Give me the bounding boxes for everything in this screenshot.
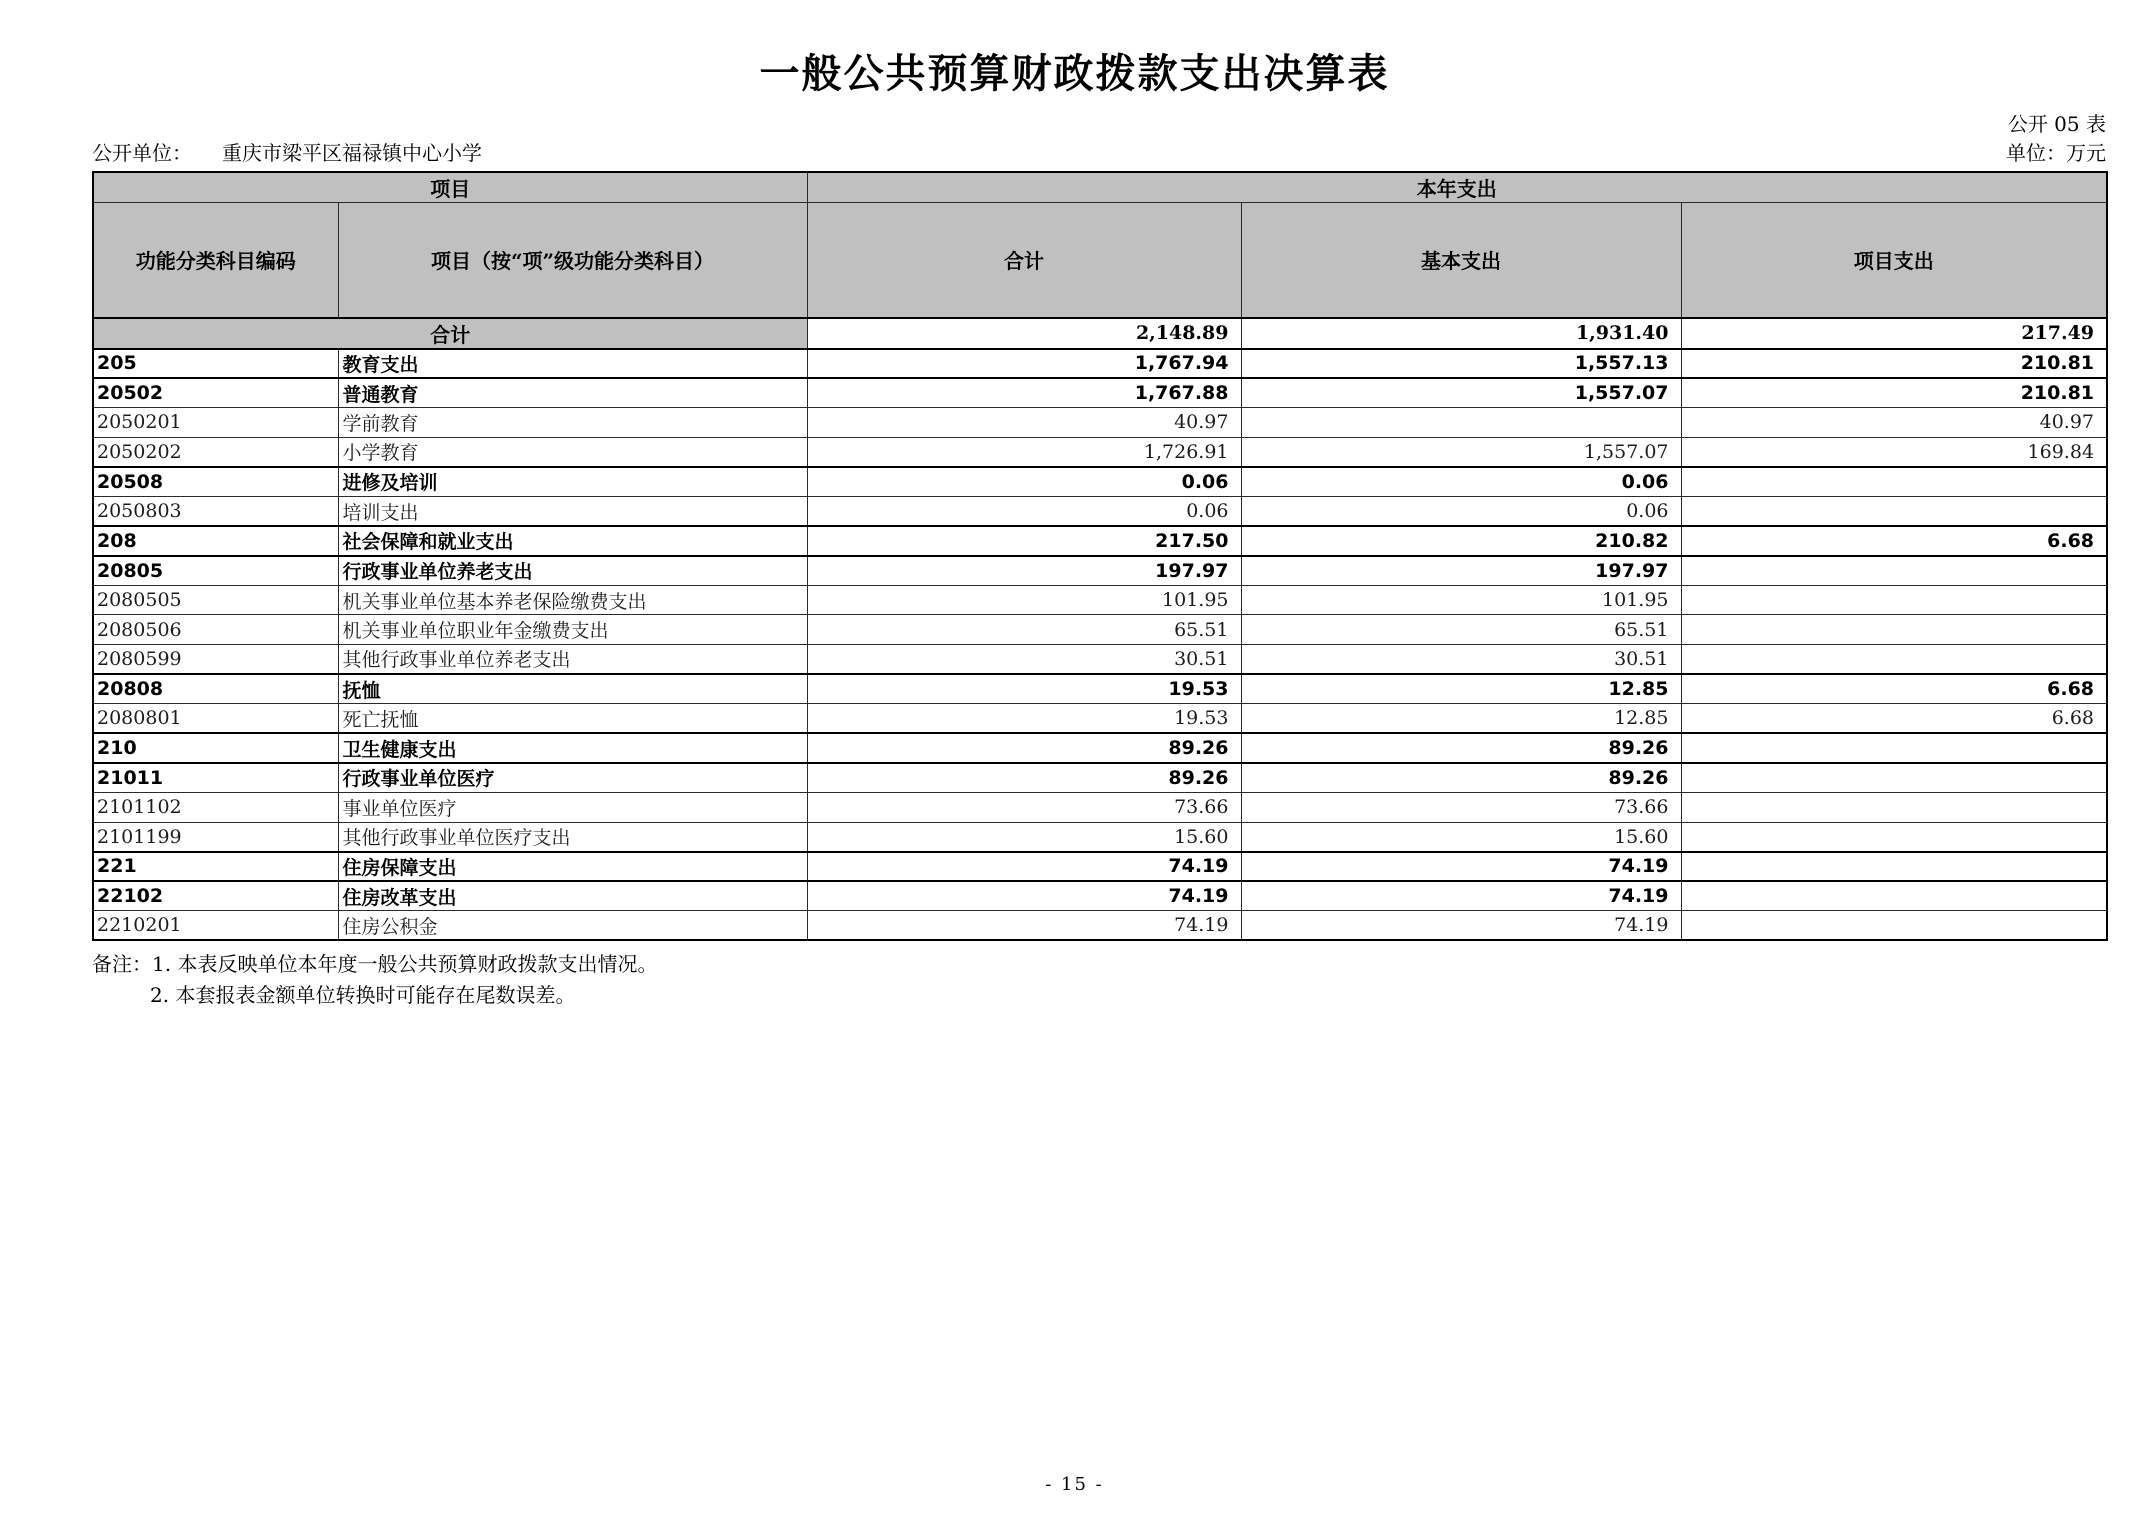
total-cell: 1,726.91 — [807, 437, 1241, 467]
item-cell: 社会保障和就业支出 — [338, 526, 807, 556]
project-cell — [1681, 911, 2107, 941]
item-cell: 事业单位医疗 — [338, 792, 807, 822]
header-project-group: 项目 — [93, 172, 807, 203]
total-cell: 89.26 — [807, 763, 1241, 793]
total-cell: 15.60 — [807, 822, 1241, 852]
header-columns-row — [93, 203, 2107, 318]
table-row — [93, 526, 2107, 556]
basic-cell: 89.26 — [1241, 733, 1681, 763]
basic-cell: 0.06 — [1241, 467, 1681, 497]
total-cell: 74.19 — [807, 911, 1241, 941]
code-cell: 205 — [93, 349, 338, 379]
total-cell: 101.95 — [807, 585, 1241, 615]
item-cell: 其他行政事业单位医疗支出 — [338, 822, 807, 852]
basic-cell: 12.85 — [1241, 674, 1681, 704]
grand-total-basic: 1,931.40 — [1241, 318, 1681, 349]
table-row — [93, 437, 2107, 467]
table-row — [93, 881, 2107, 911]
basic-cell: 74.19 — [1241, 852, 1681, 882]
project-cell — [1681, 644, 2107, 674]
item-cell: 普通教育 — [338, 378, 807, 408]
total-cell: 0.06 — [807, 496, 1241, 526]
basic-cell: 74.19 — [1241, 911, 1681, 941]
unit-label: 公开单位： — [92, 141, 192, 165]
note-line-2: 2. 本套报表金额单位转换时可能存在尾数误差。 — [150, 983, 576, 1008]
header-item-column: 项目（按“项”级功能分类科目） — [338, 203, 807, 318]
table-row — [93, 615, 2107, 645]
table-row — [93, 349, 2107, 379]
grand-total-label: 合计 — [93, 318, 807, 349]
grand-total-row — [93, 318, 2107, 349]
code-cell: 210 — [93, 733, 338, 763]
header-total-column: 合计 — [807, 203, 1241, 318]
code-cell: 20502 — [93, 378, 338, 408]
total-cell: 74.19 — [807, 852, 1241, 882]
total-cell: 40.97 — [807, 408, 1241, 438]
project-cell — [1681, 881, 2107, 911]
header-group-row — [93, 172, 2107, 203]
header-project-column: 项目支出 — [1681, 203, 2107, 318]
code-cell: 2080599 — [93, 644, 338, 674]
project-cell: 210.81 — [1681, 349, 2107, 379]
grand-total-project: 217.49 — [1681, 318, 2107, 349]
project-cell — [1681, 822, 2107, 852]
total-cell: 197.97 — [807, 556, 1241, 586]
page-number: - 15 - — [1045, 1474, 1104, 1495]
notes — [92, 949, 2106, 1011]
basic-cell: 15.60 — [1241, 822, 1681, 852]
code-cell: 2080505 — [93, 585, 338, 615]
unit-name: 重庆市梁平区福禄镇中心小学 — [222, 141, 482, 165]
grand-total-total: 2,148.89 — [807, 318, 1241, 349]
table-row — [93, 704, 2107, 734]
total-cell: 65.51 — [807, 615, 1241, 645]
table-row — [93, 911, 2107, 941]
project-cell — [1681, 585, 2107, 615]
item-cell: 学前教育 — [338, 408, 807, 438]
basic-cell: 197.97 — [1241, 556, 1681, 586]
table-row — [93, 496, 2107, 526]
table-row — [93, 792, 2107, 822]
project-cell — [1681, 733, 2107, 763]
total-cell: 89.26 — [807, 733, 1241, 763]
item-cell: 住房保障支出 — [338, 852, 807, 882]
item-cell: 小学教育 — [338, 437, 807, 467]
basic-cell — [1241, 408, 1681, 438]
table-row — [93, 763, 2107, 793]
table-row — [93, 822, 2107, 852]
code-cell: 2210201 — [93, 911, 338, 941]
total-cell: 19.53 — [807, 674, 1241, 704]
table-row — [93, 378, 2107, 408]
table-row — [93, 408, 2107, 438]
form-number: 公开 05 表 — [2007, 112, 2106, 136]
basic-cell: 12.85 — [1241, 704, 1681, 734]
project-cell: 6.68 — [1681, 674, 2107, 704]
project-cell — [1681, 852, 2107, 882]
header-year-expenditure-group: 本年支出 — [807, 172, 2107, 203]
table-row — [93, 674, 2107, 704]
code-cell: 20805 — [93, 556, 338, 586]
basic-cell: 1,557.07 — [1241, 437, 1681, 467]
code-cell: 221 — [93, 852, 338, 882]
money-unit: 单位：万元 — [2006, 141, 2106, 165]
total-cell: 74.19 — [807, 881, 1241, 911]
item-cell: 机关事业单位基本养老保险缴费支出 — [338, 585, 807, 615]
basic-cell: 65.51 — [1241, 615, 1681, 645]
code-cell: 20508 — [93, 467, 338, 497]
item-cell: 进修及培训 — [338, 467, 807, 497]
code-cell: 2050202 — [93, 437, 338, 467]
project-cell — [1681, 792, 2107, 822]
total-cell: 217.50 — [807, 526, 1241, 556]
item-cell: 其他行政事业单位养老支出 — [338, 644, 807, 674]
basic-cell: 101.95 — [1241, 585, 1681, 615]
project-cell: 210.81 — [1681, 378, 2107, 408]
item-cell: 死亡抚恤 — [338, 704, 807, 734]
item-cell: 抚恤 — [338, 674, 807, 704]
note-line-1: 备注：1. 本表反映单位本年度一般公共预算财政拨款支出情况。 — [92, 952, 658, 977]
basic-cell: 73.66 — [1241, 792, 1681, 822]
page-content — [92, 0, 2106, 1011]
code-cell: 2050201 — [93, 408, 338, 438]
item-cell: 卫生健康支出 — [338, 733, 807, 763]
item-cell: 培训支出 — [338, 496, 807, 526]
project-cell: 40.97 — [1681, 408, 2107, 438]
item-cell: 机关事业单位职业年金缴费支出 — [338, 615, 807, 645]
item-cell: 行政事业单位医疗 — [338, 763, 807, 793]
table-row — [93, 733, 2107, 763]
code-cell: 2101199 — [93, 822, 338, 852]
info-line — [92, 138, 2106, 168]
total-cell: 19.53 — [807, 704, 1241, 734]
project-cell — [1681, 556, 2107, 586]
code-cell: 22102 — [93, 881, 338, 911]
total-cell: 1,767.94 — [807, 349, 1241, 379]
code-cell: 2050803 — [93, 496, 338, 526]
basic-cell: 0.06 — [1241, 496, 1681, 526]
item-cell: 住房公积金 — [338, 911, 807, 941]
item-cell: 教育支出 — [338, 349, 807, 379]
total-cell: 73.66 — [807, 792, 1241, 822]
total-cell: 0.06 — [807, 467, 1241, 497]
basic-cell: 89.26 — [1241, 763, 1681, 793]
code-cell: 21011 — [93, 763, 338, 793]
page-title: 一般公共预算财政拨款支出决算表 — [759, 51, 1390, 97]
project-cell — [1681, 496, 2107, 526]
code-cell: 20808 — [93, 674, 338, 704]
basic-cell: 1,557.07 — [1241, 378, 1681, 408]
code-cell: 2080506 — [93, 615, 338, 645]
project-cell — [1681, 615, 2107, 645]
expenditure-table — [92, 171, 2108, 941]
total-cell: 1,767.88 — [807, 378, 1241, 408]
code-cell: 2080801 — [93, 704, 338, 734]
basic-cell: 210.82 — [1241, 526, 1681, 556]
project-cell: 6.68 — [1681, 526, 2107, 556]
table-row — [93, 556, 2107, 586]
total-cell: 30.51 — [807, 644, 1241, 674]
table-row — [93, 852, 2107, 882]
project-cell: 169.84 — [1681, 437, 2107, 467]
project-cell — [1681, 763, 2107, 793]
item-cell: 住房改革支出 — [338, 881, 807, 911]
code-cell: 2101102 — [93, 792, 338, 822]
project-cell — [1681, 467, 2107, 497]
code-cell: 208 — [93, 526, 338, 556]
item-cell: 行政事业单位养老支出 — [338, 556, 807, 586]
basic-cell: 30.51 — [1241, 644, 1681, 674]
header-basic-column: 基本支出 — [1241, 203, 1681, 318]
table-row — [93, 585, 2107, 615]
table-row — [93, 644, 2107, 674]
table-header — [93, 172, 2107, 318]
header-code-column: 功能分类科目编码 — [93, 203, 338, 318]
project-cell: 6.68 — [1681, 704, 2107, 734]
publishing-unit — [92, 138, 482, 168]
basic-cell: 74.19 — [1241, 881, 1681, 911]
table-body — [93, 318, 2107, 941]
basic-cell: 1,557.13 — [1241, 349, 1681, 379]
table-row — [93, 467, 2107, 497]
